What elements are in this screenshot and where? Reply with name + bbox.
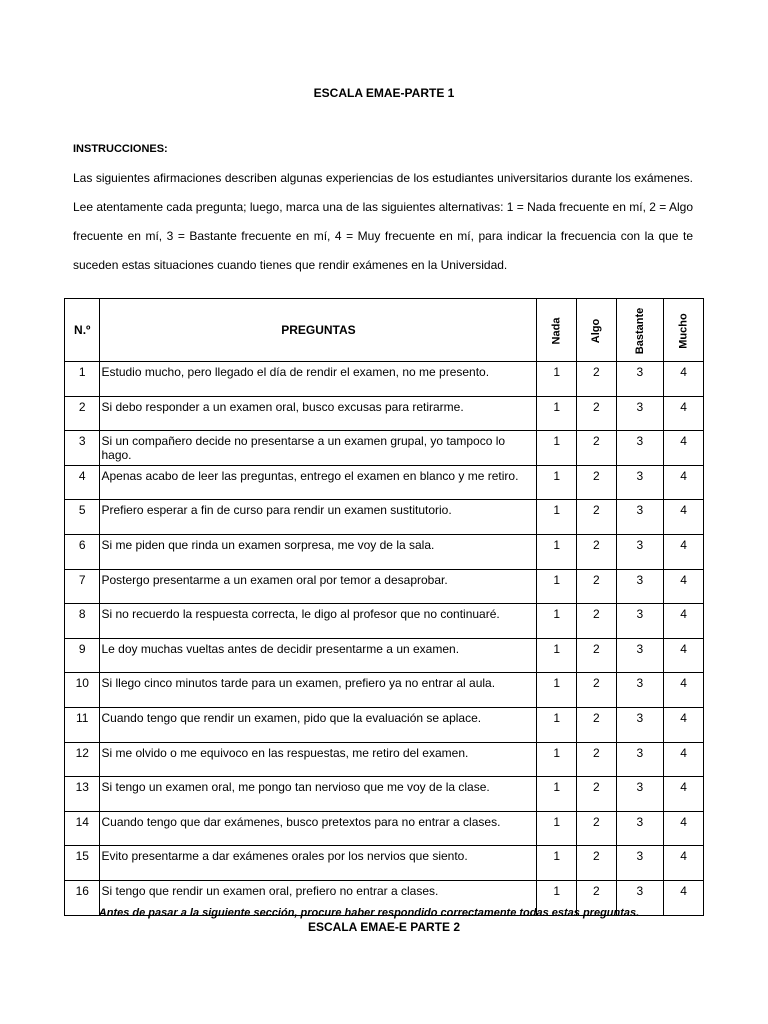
row-option-1[interactable]: 1 (537, 465, 577, 500)
row-option-3[interactable]: 3 (616, 777, 663, 812)
row-option-2[interactable]: 2 (577, 638, 617, 673)
table-row (65, 707, 704, 742)
header-option-label: Nada (550, 317, 563, 345)
row-option-1[interactable]: 1 (537, 534, 577, 569)
row-option-4[interactable]: 4 (664, 362, 704, 397)
row-number: 6 (65, 534, 100, 569)
row-question: Si me piden que rinda un examen sorpresa, me voy de la sala. (100, 534, 537, 569)
row-option-2[interactable]: 2 (577, 431, 617, 466)
row-question: Si tengo que rendir un examen oral, prefiero no entrar a clases. (100, 880, 537, 915)
row-option-3[interactable]: 3 (616, 362, 663, 397)
row-option-1[interactable]: 1 (537, 362, 577, 397)
row-number: 13 (65, 777, 100, 812)
row-option-3[interactable]: 3 (616, 465, 663, 500)
row-number: 12 (65, 742, 100, 777)
row-number: 11 (65, 707, 100, 742)
section-2-title: ESCALA EMAE-E PARTE 2 (307, 920, 460, 934)
scale-table (64, 298, 704, 916)
instructions-heading: INSTRUCCIONES: (73, 143, 168, 155)
row-number: 14 (65, 811, 100, 846)
row-option-2[interactable]: 2 (577, 569, 617, 604)
row-option-4[interactable]: 4 (664, 742, 704, 777)
row-option-4[interactable]: 4 (664, 777, 704, 812)
header-questions: PREGUNTAS (100, 299, 537, 362)
row-question: Estudio mucho, pero llegado el día de rendir el examen, no me presento. (100, 362, 537, 397)
table-row (65, 604, 704, 639)
row-option-1[interactable]: 1 (537, 569, 577, 604)
row-number: 9 (65, 638, 100, 673)
row-option-4[interactable]: 4 (664, 431, 704, 466)
row-option-1[interactable]: 1 (537, 811, 577, 846)
row-option-3[interactable]: 3 (616, 673, 663, 708)
header-number: N.º (65, 299, 100, 362)
row-option-1[interactable]: 1 (537, 604, 577, 639)
row-number: 4 (65, 465, 100, 500)
row-option-2[interactable]: 2 (577, 742, 617, 777)
table-row (65, 673, 704, 708)
row-question: Si no recuerdo la respuesta correcta, le digo al profesor que no continuaré. (100, 604, 537, 639)
row-option-1[interactable]: 1 (537, 396, 577, 431)
row-option-3[interactable]: 3 (616, 742, 663, 777)
table-row (65, 638, 704, 673)
row-option-4[interactable]: 4 (664, 638, 704, 673)
row-option-1[interactable]: 1 (537, 880, 577, 915)
row-number: 1 (65, 362, 100, 397)
row-option-2[interactable]: 2 (577, 500, 617, 535)
row-option-2[interactable]: 2 (577, 707, 617, 742)
row-question: Si un compañero decide no presentarse a un examen grupal, yo tampoco lo hago. (100, 431, 537, 466)
row-question: Le doy muchas vueltas antes de decidir presentarme a un examen. (100, 638, 537, 673)
row-option-2[interactable]: 2 (577, 362, 617, 397)
header-option-algo (577, 299, 617, 362)
row-option-3[interactable]: 3 (616, 431, 663, 466)
table-header-row (65, 299, 704, 362)
row-option-4[interactable]: 4 (664, 811, 704, 846)
footer-note: Antes de pasar a la siguiente sección, procure haber respondido correctamente todas estas preguntas. (98, 907, 640, 919)
row-question: Si debo responder a un examen oral, busco excusas para retirarme. (100, 396, 537, 431)
row-option-4[interactable]: 4 (664, 604, 704, 639)
row-question: Evito presentarme a dar exámenes orales por los nervios que siento. (100, 846, 537, 881)
row-question: Si tengo un examen oral, me pongo tan nervioso que me voy de la clase. (100, 777, 537, 812)
row-option-2[interactable]: 2 (577, 846, 617, 881)
row-option-2[interactable]: 2 (577, 604, 617, 639)
row-option-1[interactable]: 1 (537, 500, 577, 535)
row-question: Si me olvido o me equivoco en las respuestas, me retiro del examen. (100, 742, 537, 777)
row-option-3[interactable]: 3 (616, 569, 663, 604)
row-number: 15 (65, 846, 100, 881)
table-row (65, 396, 704, 431)
table-row (65, 500, 704, 535)
table-row (65, 846, 704, 881)
row-option-3[interactable]: 3 (616, 638, 663, 673)
row-option-4[interactable]: 4 (664, 880, 704, 915)
row-question: Cuando tengo que dar exámenes, busco pretextos para no entrar a clases. (100, 811, 537, 846)
row-number: 16 (65, 880, 100, 915)
row-option-3[interactable]: 3 (616, 880, 663, 915)
row-option-4[interactable]: 4 (664, 500, 704, 535)
document-title: ESCALA EMAE-PARTE 1 (313, 86, 455, 100)
row-option-1[interactable]: 1 (537, 707, 577, 742)
row-number: 10 (65, 673, 100, 708)
row-number: 7 (65, 569, 100, 604)
header-option-label: Bastante (633, 307, 646, 355)
row-option-3[interactable]: 3 (616, 534, 663, 569)
row-question: Cuando tengo que rendir un examen, pido que la evaluación se aplace. (100, 707, 537, 742)
table-row (65, 811, 704, 846)
header-option-label: Algo (590, 318, 603, 344)
table-row (65, 465, 704, 500)
row-option-4[interactable]: 4 (664, 465, 704, 500)
row-option-4[interactable]: 4 (664, 569, 704, 604)
row-option-3[interactable]: 3 (616, 604, 663, 639)
row-option-1[interactable]: 1 (537, 431, 577, 466)
header-option-mucho (664, 299, 704, 362)
row-option-3[interactable]: 3 (616, 811, 663, 846)
row-option-2[interactable]: 2 (577, 396, 617, 431)
row-option-2[interactable]: 2 (577, 811, 617, 846)
row-option-3[interactable]: 3 (616, 846, 663, 881)
row-option-1[interactable]: 1 (537, 777, 577, 812)
table-row (65, 431, 704, 466)
row-option-2[interactable]: 2 (577, 465, 617, 500)
header-option-label: Mucho (677, 313, 690, 349)
row-number: 2 (65, 396, 100, 431)
row-option-3[interactable]: 3 (616, 500, 663, 535)
row-option-2[interactable]: 2 (577, 534, 617, 569)
table-body (65, 362, 704, 916)
row-number: 8 (65, 604, 100, 639)
row-number: 3 (65, 431, 100, 466)
row-option-3[interactable]: 3 (616, 396, 663, 431)
instructions-text: Las siguientes afirmaciones describen algunas experiencias de los estudiantes universitarios durante los exámenes. Lee atentamente cada pregunta; luego, marca una de las siguientes alternativas: 1 = Nada frecuente en mí, 2 = Algo frecuente en mí, 3 = Bastante frecuente en mí, 4 = Muy frecuente en mí, para indicar la frecuencia con la que te suceden estas situaciones cuando tienes que rendir exámenes en la Universidad. (73, 171, 693, 272)
table-row (65, 362, 704, 397)
row-option-2[interactable]: 2 (577, 777, 617, 812)
row-option-2[interactable]: 2 (577, 880, 617, 915)
table-row (65, 742, 704, 777)
row-question: Si llego cinco minutos tarde para un examen, prefiero ya no entrar al aula. (100, 673, 537, 708)
row-option-2[interactable]: 2 (577, 673, 617, 708)
row-option-1[interactable]: 1 (537, 673, 577, 708)
row-option-4[interactable]: 4 (664, 673, 704, 708)
row-option-1[interactable]: 1 (537, 742, 577, 777)
row-option-1[interactable]: 1 (537, 638, 577, 673)
row-option-4[interactable]: 4 (664, 396, 704, 431)
row-option-1[interactable]: 1 (537, 846, 577, 881)
row-option-4[interactable]: 4 (664, 846, 704, 881)
table-row (65, 534, 704, 569)
table-row (65, 777, 704, 812)
row-number: 5 (65, 500, 100, 535)
row-question: Prefiero esperar a fin de curso para rendir un examen sustitutorio. (100, 500, 537, 535)
row-question: Apenas acabo de leer las preguntas, entrego el examen en blanco y me retiro. (100, 465, 537, 500)
header-option-nada (537, 299, 577, 362)
row-option-4[interactable]: 4 (664, 707, 704, 742)
row-question: Postergo presentarme a un examen oral por temor a desaprobar. (100, 569, 537, 604)
header-option-bastante (616, 299, 663, 362)
table-row (65, 569, 704, 604)
row-option-3[interactable]: 3 (616, 707, 663, 742)
row-option-4[interactable]: 4 (664, 534, 704, 569)
